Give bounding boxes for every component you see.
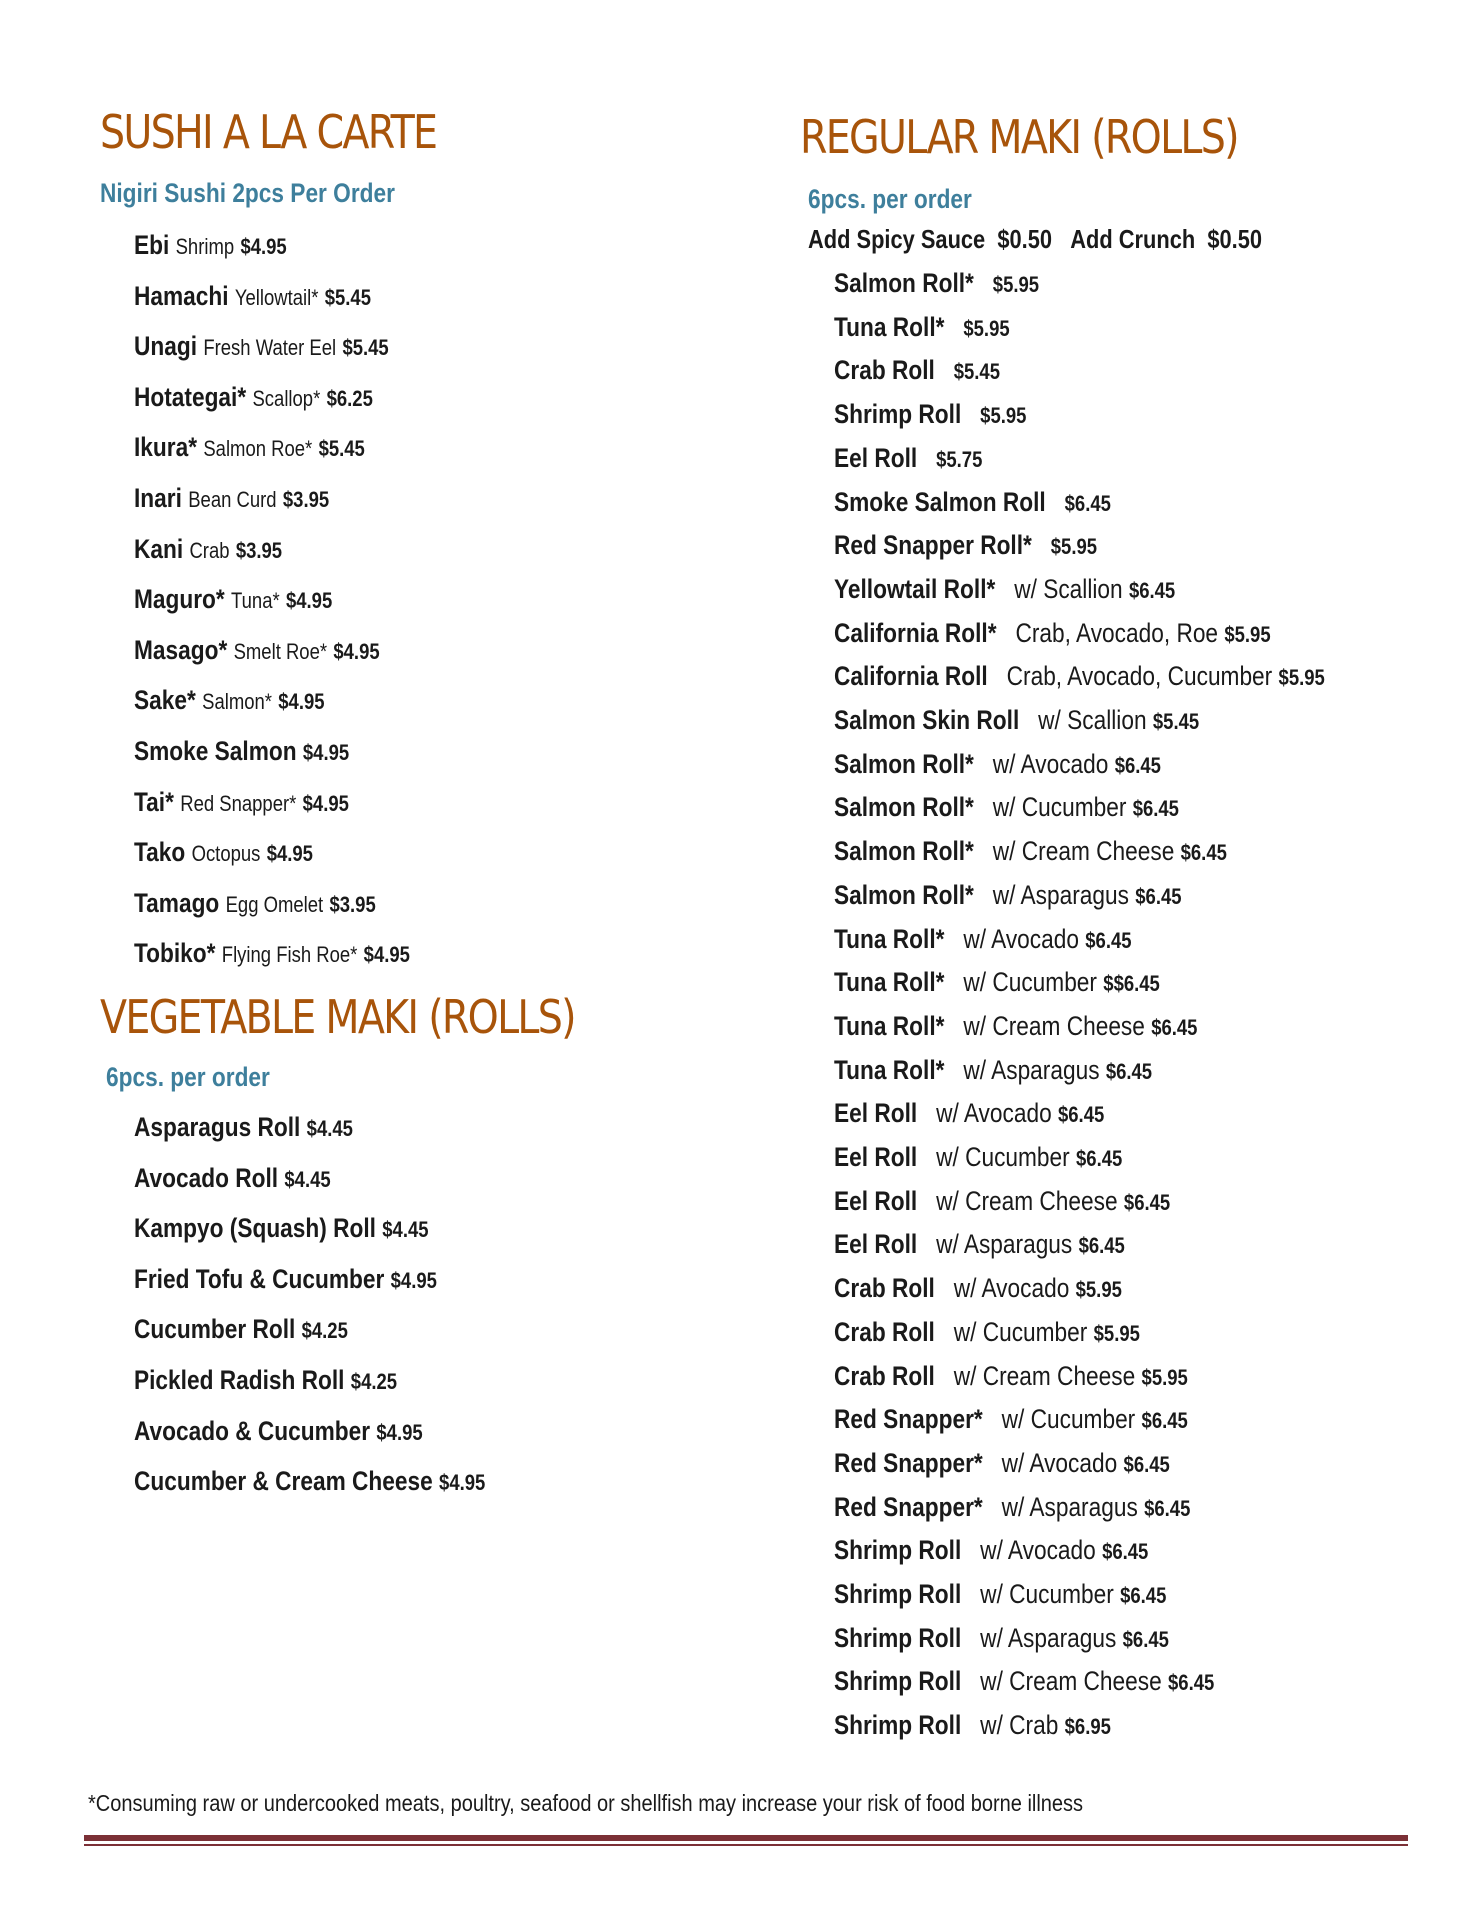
regular-item-name: Shrimp Roll	[834, 1622, 962, 1653]
regular-item	[834, 705, 1199, 736]
sushi-item-desc: Tuna*	[231, 588, 280, 614]
regular-item-price: $5.95	[1050, 534, 1098, 560]
regular-item-desc: w/ Avocado	[980, 1535, 1096, 1566]
regular-item-name: Eel Roll	[834, 1229, 918, 1260]
sushi-item-price: $4.95	[266, 841, 313, 867]
regular-item-price: $6.45	[1141, 1408, 1188, 1434]
sushi-item-name: Hamachi	[134, 280, 229, 311]
regular-item-name: Red Snapper*	[834, 1491, 983, 1522]
regular-item	[834, 618, 1271, 649]
sushi-item-price: $3.95	[282, 487, 330, 512]
regular-item-name: Crab Roll	[834, 1316, 935, 1347]
sushi-item	[134, 483, 329, 514]
sushi-item-desc: Scallop*	[252, 385, 321, 411]
regular-item-price: $5.95	[1075, 1277, 1122, 1303]
sushi-item-desc: Shrimp	[175, 234, 235, 259]
regular-item-price: $5.95	[1141, 1364, 1188, 1390]
sushi-item-desc: Yellowtail*	[234, 284, 319, 310]
regular-item	[834, 749, 1161, 780]
addon-crunch-price: $0.50	[1207, 224, 1262, 254]
regular-item-desc: w/ Cream Cheese	[953, 1360, 1136, 1391]
vegetable-item	[134, 1112, 353, 1143]
regular-item-name: Smoke Salmon Roll	[834, 486, 1046, 517]
regular-item-desc: w/ Cucumber	[1001, 1404, 1136, 1435]
regular-item	[834, 268, 1039, 299]
addon-spicy-price: $0.50	[997, 224, 1053, 254]
regular-item	[834, 443, 982, 474]
regular-item-name: Shrimp Roll	[834, 1579, 962, 1609]
regular-item-price: $5.95	[1278, 665, 1325, 691]
regular-item-desc: w/ Asparagus	[963, 1054, 1100, 1085]
addons-line	[808, 224, 1262, 255]
regular-item-desc: w/ Cream Cheese	[980, 1666, 1162, 1697]
regular-item-desc: w/ Avocado	[992, 748, 1109, 779]
regular-item-price: $5.75	[936, 446, 983, 472]
regular-section-title: REGULAR MAKI (ROLLS)	[800, 110, 1238, 164]
regular-item-name: Red Snapper*	[834, 1404, 983, 1435]
vegetable-item-name: Fried Tofu & Cucumber	[134, 1263, 385, 1294]
regular-item-desc: w/ Avocado	[963, 923, 1079, 954]
sushi-item-desc: Octopus	[191, 841, 261, 867]
vegetable-item-name: Pickled Radish Roll	[134, 1365, 345, 1395]
regular-item-name: Crab Roll	[834, 1273, 935, 1304]
regular-item-name: Red Snapper*	[834, 1447, 983, 1478]
regular-item	[834, 1623, 1169, 1654]
regular-item-desc: w/ Crab	[980, 1710, 1059, 1741]
regular-item-price: $6.45	[1168, 1670, 1215, 1696]
vegetable-item-price: $4.45	[382, 1217, 429, 1243]
sushi-item	[134, 685, 325, 716]
regular-item-price: $6.45	[1132, 796, 1179, 822]
vegetable-item-price: $4.95	[390, 1267, 437, 1293]
sushi-item-price: $4.95	[302, 790, 349, 816]
regular-item-name: Crab Roll	[834, 1360, 935, 1391]
regular-item-name: Salmon Roll*	[834, 748, 974, 779]
regular-item-desc: w/ Cream Cheese	[963, 1010, 1145, 1041]
regular-item-price: $6.45	[1122, 1626, 1169, 1652]
regular-item	[834, 661, 1325, 692]
regular-item-desc: w/ Scallion	[1014, 573, 1123, 604]
regular-item-desc: w/ Cream Cheese	[992, 836, 1175, 867]
regular-item	[834, 1273, 1122, 1304]
sushi-item-price: $6.25	[326, 385, 373, 411]
vegetable-item	[134, 1416, 423, 1447]
regular-item-desc: w/ Asparagus	[1001, 1491, 1138, 1522]
vegetable-item	[134, 1314, 348, 1345]
regular-item	[834, 967, 1160, 998]
sushi-item-price: $3.95	[235, 537, 283, 563]
vegetable-item	[134, 1213, 429, 1244]
regular-item-name: Yellowtail Roll*	[834, 573, 996, 604]
sushi-item	[134, 888, 376, 919]
sushi-item-name: Ikura*	[134, 432, 198, 463]
vegetable-item-name: Kampyo (Squash) Roll	[134, 1213, 376, 1244]
vegetable-item	[134, 1466, 485, 1497]
sushi-item-price: $4.95	[278, 689, 325, 715]
regular-item-name: California Roll	[834, 661, 988, 692]
sushi-item-price: $4.95	[285, 588, 333, 614]
regular-item	[834, 1404, 1188, 1435]
regular-item-name: Tuna Roll*	[834, 1054, 945, 1085]
regular-section-subtitle: 6pcs. per order	[808, 184, 972, 214]
regular-item-price: $6.45	[1105, 1058, 1153, 1084]
regular-item	[834, 1229, 1125, 1260]
vegetable-section-title: VEGETABLE MAKI (ROLLS)	[100, 990, 575, 1044]
sushi-item-name: Smoke Salmon	[134, 736, 297, 766]
sushi-item	[134, 382, 373, 413]
regular-item	[834, 399, 1026, 430]
regular-item-name: Salmon Roll*	[834, 879, 974, 910]
regular-item-price: $6.45	[1064, 490, 1111, 516]
regular-item-price: $6.45	[1151, 1014, 1198, 1040]
regular-item-price: $5.45	[953, 359, 1000, 385]
sushi-item-price: $5.45	[318, 436, 365, 462]
regular-item-name: Crab Roll	[834, 355, 935, 386]
regular-item-price: $6.45	[1058, 1102, 1105, 1128]
regular-item-price: $6.95	[1064, 1714, 1111, 1740]
regular-item-desc: Crab, Avocado, Cucumber	[1006, 661, 1273, 692]
sushi-item-desc: Egg Omelet	[225, 891, 324, 917]
sushi-item-desc: Fresh Water Eel	[203, 335, 337, 361]
sushi-item	[134, 635, 380, 666]
regular-item	[834, 1317, 1140, 1348]
regular-item	[834, 1710, 1111, 1741]
sushi-item-price: $4.95	[240, 234, 287, 259]
sushi-item-name: Kani	[134, 533, 184, 564]
vegetable-item-price: $4.25	[301, 1318, 348, 1344]
sushi-item-name: Hotategai*	[134, 381, 247, 412]
sushi-item-desc: Salmon Roe*	[203, 436, 313, 462]
sushi-section-title: SUSHI A LA CARTE	[100, 105, 437, 159]
regular-item-price: $6.45	[1078, 1233, 1125, 1259]
sushi-item-desc: Salmon*	[202, 689, 272, 715]
sushi-item	[134, 837, 313, 868]
regular-item-name: Shrimp Roll	[834, 1710, 962, 1741]
regular-item	[834, 530, 1097, 561]
regular-item-price: $6.45	[1076, 1146, 1123, 1171]
sushi-section-subtitle: Nigiri Sushi 2pcs Per Order	[100, 178, 395, 208]
regular-item	[834, 1666, 1214, 1697]
vegetable-section-subtitle: 6pcs. per order	[106, 1062, 270, 1092]
regular-item-price: $6.45	[1120, 1583, 1167, 1608]
vegetable-item	[134, 1163, 331, 1194]
regular-item-desc: w/ Cucumber	[992, 792, 1127, 823]
regular-item-price: $6.45	[1102, 1539, 1149, 1565]
regular-item-name: Salmon Roll*	[834, 836, 974, 867]
vegetable-item-price: $4.95	[439, 1470, 486, 1496]
regular-item-desc: w/ Asparagus	[992, 879, 1129, 910]
regular-item-name: Salmon Roll*	[834, 268, 974, 298]
regular-item	[834, 1186, 1170, 1217]
regular-item	[834, 1579, 1166, 1610]
regular-item-price: $5.95	[1093, 1320, 1140, 1346]
sushi-item-desc: Red Snapper*	[180, 790, 297, 816]
regular-item	[834, 1361, 1188, 1392]
regular-item	[834, 355, 1000, 386]
sushi-item-price: $5.45	[324, 284, 371, 310]
regular-item-desc: w/ Avocado	[1001, 1447, 1118, 1478]
regular-item-desc: w/ Asparagus	[936, 1229, 1073, 1260]
regular-item	[834, 836, 1227, 867]
sushi-item	[134, 736, 349, 767]
sushi-item-name: Ebi	[134, 230, 170, 260]
sushi-item-name: Tobiko*	[134, 938, 216, 969]
regular-item-name: Shrimp Roll	[834, 1535, 962, 1566]
sushi-item-name: Masago*	[134, 634, 228, 665]
regular-item	[834, 792, 1179, 823]
sushi-item-name: Unagi	[134, 331, 198, 362]
regular-item-name: Salmon Roll*	[834, 792, 974, 823]
regular-item-desc: w/ Avocado	[936, 1098, 1052, 1129]
regular-item	[834, 487, 1111, 518]
regular-item	[834, 574, 1175, 605]
regular-item-name: Eel Roll	[834, 1185, 918, 1216]
sushi-item-name: Tai*	[134, 786, 174, 817]
vegetable-item-name: Cucumber & Cream Cheese	[134, 1466, 433, 1497]
sushi-item	[134, 938, 410, 969]
sushi-item-desc: Flying Fish Roe*	[221, 942, 358, 968]
regular-item	[834, 312, 1010, 343]
regular-item-name: Tuna Roll*	[834, 311, 945, 342]
regular-item-name: Shrimp Roll	[834, 399, 962, 430]
regular-item-desc: w/ Cucumber	[936, 1142, 1070, 1172]
sushi-item-desc: Smelt Roe*	[233, 638, 328, 664]
sushi-item-name: Maguro*	[134, 584, 225, 615]
regular-item-desc: w/ Cucumber	[980, 1579, 1114, 1609]
regular-item-price: $6.45	[1123, 1189, 1171, 1215]
sushi-item-price: $5.45	[342, 335, 389, 361]
sushi-item	[134, 230, 287, 261]
sushi-item	[134, 331, 389, 362]
sushi-item	[134, 584, 332, 615]
regular-item	[834, 1448, 1170, 1479]
addon-spicy-label: Add Spicy Sauce	[808, 224, 986, 254]
sushi-item-price: $3.95	[329, 891, 376, 917]
regular-item-name: Red Snapper Roll*	[834, 530, 1032, 561]
regular-item-price: $6.45	[1114, 752, 1161, 778]
sushi-item-name: Sake*	[134, 685, 196, 716]
regular-item-price: $5.95	[980, 403, 1027, 429]
regular-item-price: $5.95	[963, 315, 1010, 341]
regular-item-desc: Crab, Avocado, Roe	[1015, 617, 1219, 648]
regular-item-price: $$6.45	[1103, 971, 1160, 997]
sushi-item-name: Tako	[134, 837, 186, 868]
addon-crunch-label: Add Crunch	[1070, 224, 1196, 254]
regular-item-desc: w/ Scallion	[1038, 705, 1147, 735]
footer-rule-thin	[84, 1844, 1408, 1846]
vegetable-item-name: Cucumber Roll	[134, 1314, 296, 1345]
regular-item-name: Salmon Skin Roll	[834, 705, 1020, 735]
vegetable-item-price: $4.45	[284, 1166, 331, 1192]
vegetable-item-price: $4.25	[350, 1369, 398, 1394]
regular-item-price: $5.95	[1224, 621, 1271, 647]
regular-item-price: $6.45	[1085, 927, 1132, 953]
sushi-item-price: $4.95	[333, 638, 380, 664]
regular-item-name: Eel Roll	[834, 1098, 918, 1129]
sushi-item	[134, 432, 365, 463]
regular-item-name: Eel Roll	[834, 1142, 918, 1172]
footnote: *Consuming raw or undercooked meats, poultry, seafood or shellfish may increase your risk of food borne illness	[88, 1790, 1084, 1816]
sushi-item-price: $4.95	[363, 942, 410, 968]
vegetable-item	[134, 1264, 437, 1295]
regular-item-price: $6.45	[1135, 883, 1182, 909]
regular-item-desc: w/ Cucumber	[953, 1316, 1088, 1347]
regular-item-name: Eel Roll	[834, 442, 918, 473]
sushi-item-price: $4.95	[302, 740, 350, 765]
vegetable-item-name: Avocado Roll	[134, 1162, 279, 1193]
regular-item-name: Tuna Roll*	[834, 967, 945, 998]
regular-item	[834, 880, 1182, 911]
regular-item-desc: w/ Avocado	[953, 1273, 1070, 1304]
sushi-item	[134, 534, 282, 565]
footer-rule	[84, 1835, 1408, 1841]
regular-item-name: California Roll*	[834, 617, 997, 648]
regular-item-desc: w/ Asparagus	[980, 1622, 1117, 1653]
sushi-item	[134, 787, 349, 818]
regular-item	[834, 1492, 1190, 1523]
sushi-item-desc: Crab	[189, 537, 230, 563]
vegetable-item	[134, 1365, 397, 1396]
sushi-item-name: Inari	[134, 483, 182, 513]
regular-item-name: Tuna Roll*	[834, 1010, 945, 1041]
regular-item-price: $6.45	[1144, 1495, 1191, 1521]
sushi-item-desc: Bean Curd	[188, 487, 277, 512]
regular-item	[834, 924, 1132, 955]
regular-item-desc: w/ Cream Cheese	[936, 1185, 1118, 1216]
regular-item-price: $6.45	[1128, 577, 1176, 603]
regular-item-name: Shrimp Roll	[834, 1666, 962, 1697]
vegetable-item-name: Asparagus Roll	[134, 1112, 301, 1142]
vegetable-item-name: Avocado & Cucumber	[134, 1415, 371, 1446]
regular-item-price: $5.45	[1152, 709, 1200, 734]
regular-item-price: $5.95	[992, 272, 1040, 297]
regular-item	[834, 1098, 1104, 1129]
vegetable-item-price: $4.45	[306, 1116, 353, 1141]
regular-item	[834, 1055, 1152, 1086]
regular-item-name: Tuna Roll*	[834, 923, 945, 954]
sushi-item-name: Tamago	[134, 887, 220, 918]
regular-item-desc: w/ Cucumber	[963, 967, 1097, 998]
regular-item	[834, 1142, 1122, 1173]
regular-item-price: $6.45	[1123, 1451, 1170, 1477]
regular-item	[834, 1011, 1197, 1042]
sushi-item	[134, 281, 371, 312]
regular-item-price: $6.45	[1180, 840, 1227, 866]
vegetable-item-price: $4.95	[376, 1419, 423, 1445]
regular-item	[834, 1535, 1148, 1566]
